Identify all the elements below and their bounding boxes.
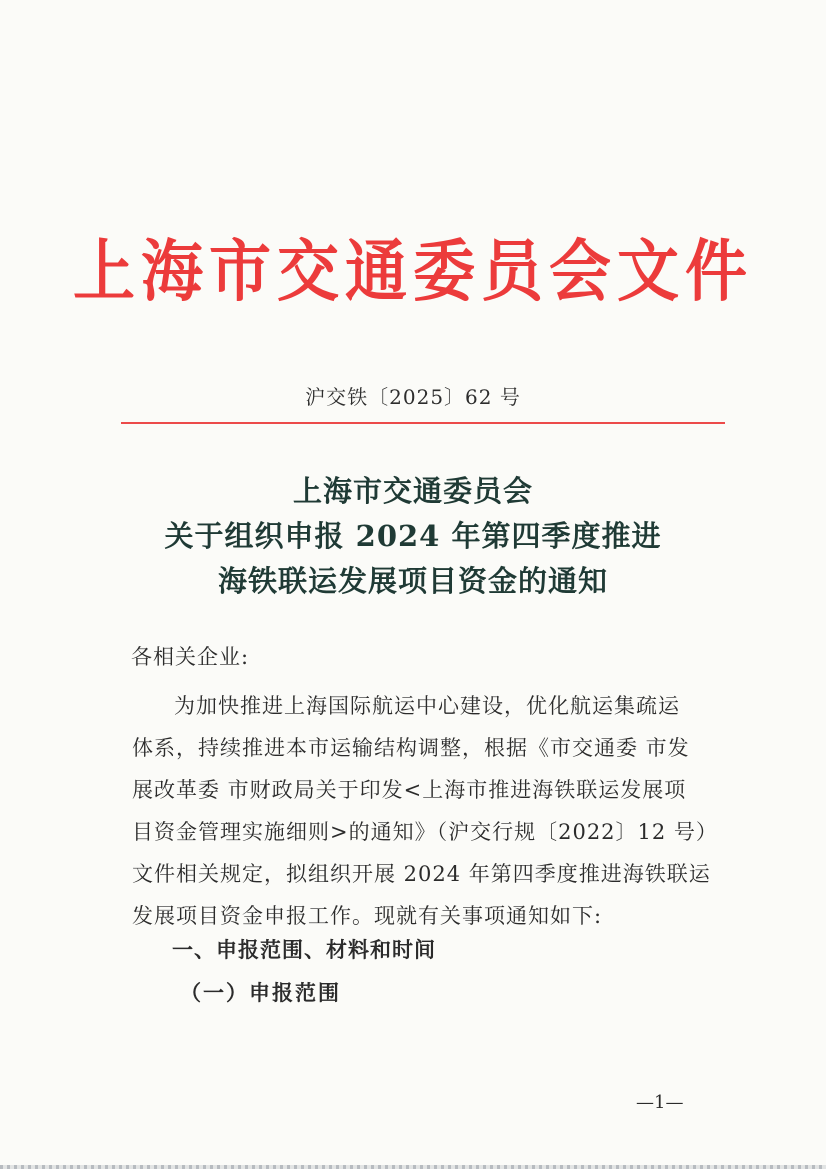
document-title xyxy=(0,469,826,604)
document-number: 沪交铁〔2025〕62 号 xyxy=(305,385,521,409)
body-line: 文件相关规定，拟组织开展 2024 年第四季度推进海铁联运 xyxy=(132,862,711,886)
title-line-1: 上海市交通委员会 xyxy=(292,474,533,508)
subsection-heading: （一）申报范围 xyxy=(180,980,341,1005)
body-line: 展改革委 市财政局关于印发<上海市推进海铁联运发展项 xyxy=(132,778,687,802)
body-paragraph xyxy=(132,685,718,937)
scan-edge-artifact xyxy=(0,1165,826,1169)
title-line-2: 关于组织申报 2024 年第四季度推进 xyxy=(164,519,662,553)
title-line-3: 海铁联运发展项目资金的通知 xyxy=(217,564,608,598)
body-line: 发展项目资金申报工作。现就有关事项通知如下: xyxy=(132,904,603,928)
body-line: 目资金管理实施细则>的通知》（沪交行规〔2022〕12 号） xyxy=(132,820,718,844)
salutation: 各相关企业: xyxy=(131,645,250,669)
body-line: 为加快推进上海国际航运中心建设，优化航运集疏运 xyxy=(174,694,680,718)
red-divider xyxy=(121,422,725,424)
section-heading: 一、申报范围、材料和时间 xyxy=(172,938,436,962)
page-number: —1— xyxy=(636,1092,684,1113)
body-line: 体系，持续推进本市运输结构调整，根据《市交通委 市发 xyxy=(132,736,690,760)
issuer-header: 上海市交通委员会文件 xyxy=(72,232,753,311)
